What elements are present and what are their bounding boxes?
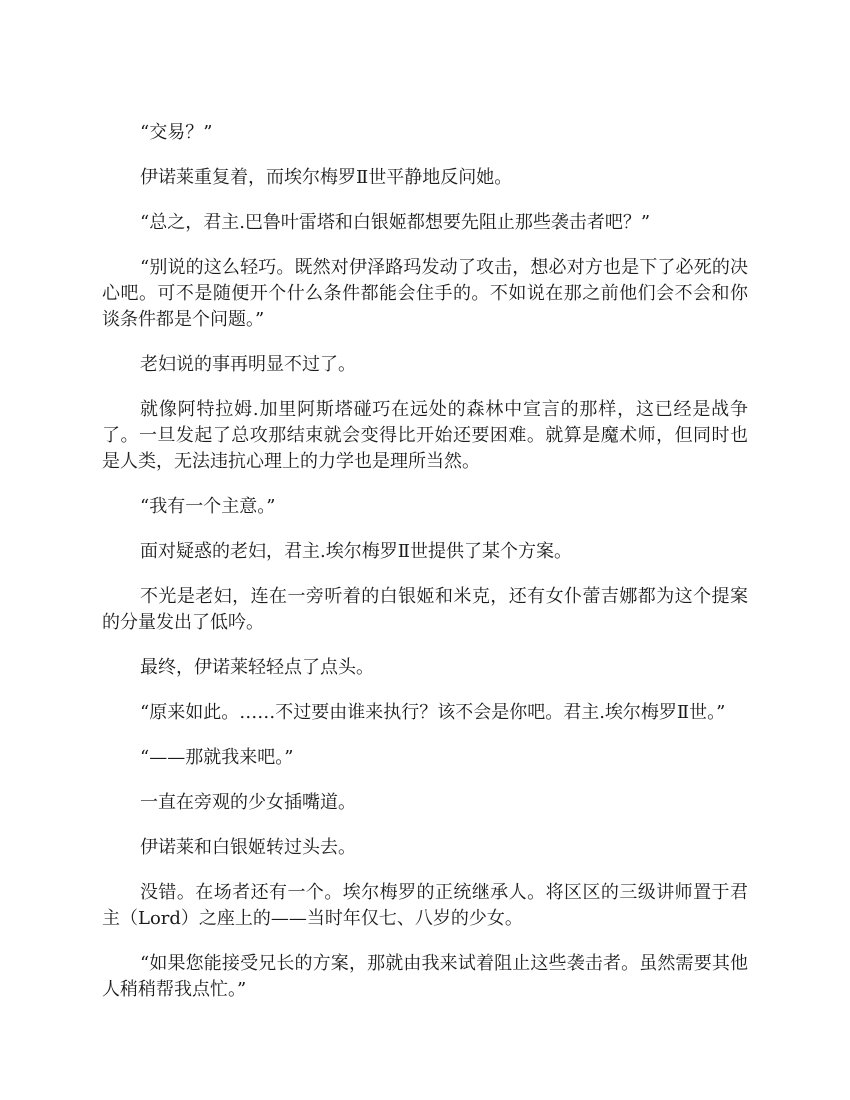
paragraph: “总之，君主.巴鲁叶雷塔和白银姬都想要先阻止那些袭击者吧？” [140, 212, 651, 233]
paragraph: “交易？” [140, 122, 213, 143]
document-page [102, 120, 748, 1022]
paragraph: “别说的这么轻巧。既然对伊泽路玛发动了攻击，想必对方也是下了必死的决心吧。可不是随便开个什么条件都能会住手的。不如说在那之前他们会不会和你谈条件都是个问题。” [102, 257, 748, 330]
paragraph: 伊诺莱和白银姬转过头去。 [140, 837, 356, 858]
paragraph: 没错。在场者还有一个。埃尔梅罗的正统继承人。将区区的三级讲师置于君主（Lord）之座上的——当时年仅七、八岁的少女。 [102, 882, 748, 929]
paragraph: “我有一个主意。” [140, 496, 276, 517]
paragraph: 不光是老妇，连在一旁听着的白银姬和米克，还有女仆蕾吉娜都为这个提案的分量发出了低吟。 [102, 586, 748, 633]
paragraph: 就像阿特拉姆.加里阿斯塔碰巧在远处的森林中宣言的那样，这已经是战争了。一旦发起了总攻那结束就会变得比开始还要困难。就算是魔术师，但同时也是人类，无法违抗心理上的力学也是理所当然。 [102, 399, 748, 472]
paragraph: 伊诺莱重复着，而埃尔梅罗Ⅱ世平静地反问她。 [140, 167, 513, 188]
paragraph: 老妇说的事再明显不过了。 [140, 354, 356, 375]
paragraph: “原来如此。……不过要由谁来执行？该不会是你吧。君主.埃尔梅罗Ⅱ世。” [140, 702, 726, 723]
paragraph: “如果您能接受兄长的方案，那就由我来试着阻止这些袭击者。虽然需要其他人稍稍帮我点忙。” [102, 953, 748, 1000]
paragraph: 一直在旁观的少女插嘴道。 [140, 792, 356, 813]
paragraph: “——那就我来吧。” [140, 747, 294, 768]
paragraph: 面对疑惑的老妇，君主.埃尔梅罗Ⅱ世提供了某个方案。 [140, 541, 572, 562]
paragraph: 最终，伊诺莱轻轻点了点头。 [140, 657, 374, 678]
